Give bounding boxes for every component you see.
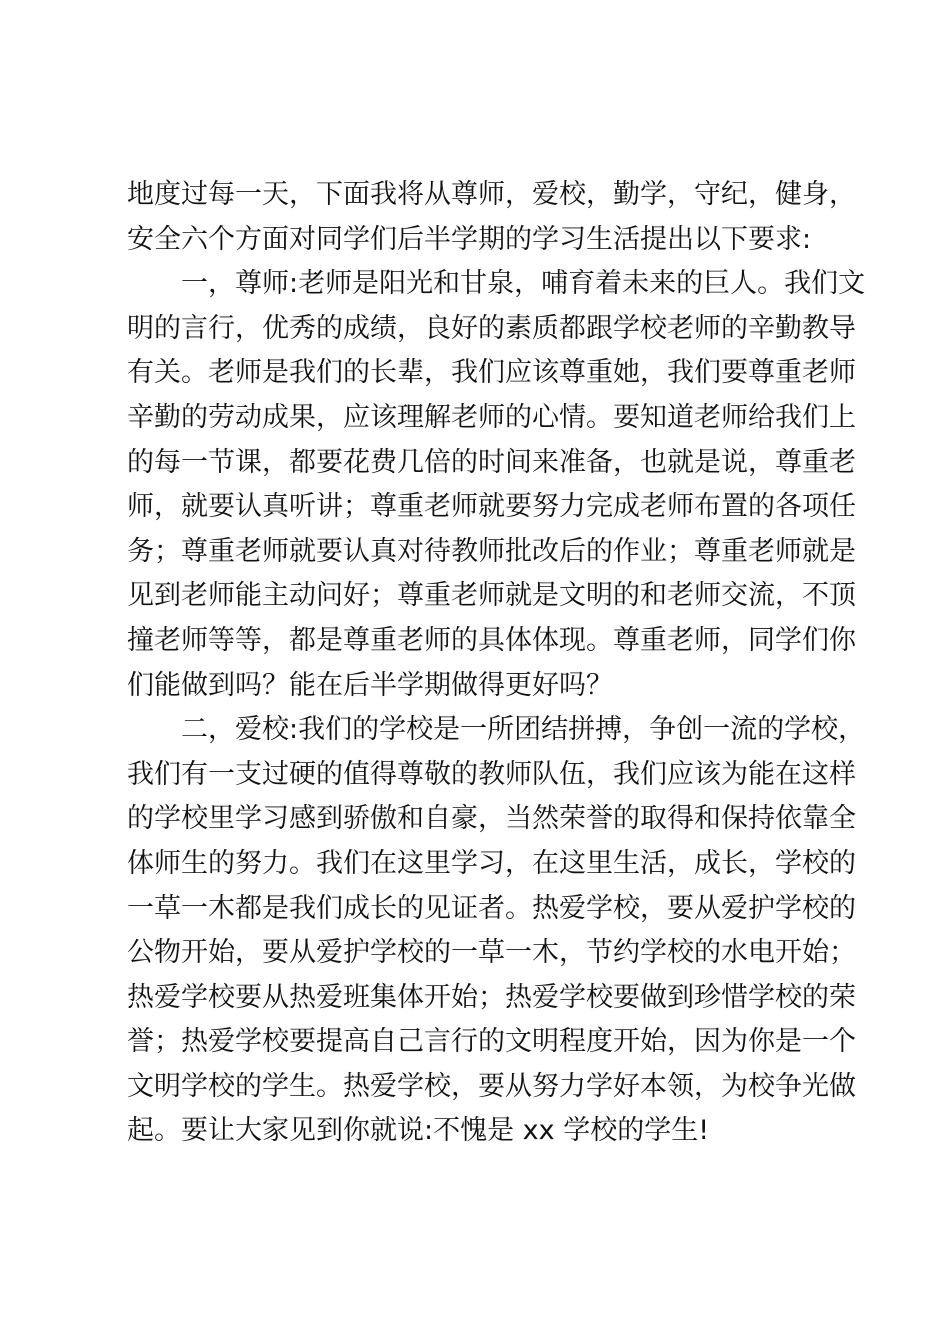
text-line: 热爱学校要从热爱班集体开始；热爱学校要做到珍惜学校的荣 xyxy=(127,981,856,1013)
text-line: 辛勤的劳动成果，应该理解老师的心情。要知道老师给我们上 xyxy=(127,401,856,433)
paragraph-start-line: 二，爱校:我们的学校是一所团结拼搏，争创一流的学校， xyxy=(181,714,866,746)
text-line: 地度过每一天，下面我将从尊师，爱校，勤学，守纪，健身， xyxy=(127,179,856,210)
paragraph-start-line: 一，尊师:老师是阳光和甘泉，哺育着未来的巨人。我们文 xyxy=(181,268,866,300)
text-line: 见到老师能主动问好；尊重老师就是文明的和老师交流，不顶 xyxy=(127,580,856,612)
text-line: 公物开始，要从爱护学校的一草一木，节约学校的水电开始； xyxy=(127,937,856,969)
body-text xyxy=(127,173,866,1154)
text-line: 师，就要认真听讲；尊重老师就要努力完成老师布置的各项任 xyxy=(127,491,856,523)
text-line: 誉；热爱学校要提高自己言行的文明程度开始，因为你是一个 xyxy=(127,1026,856,1058)
text-line: 的每一节课，都要花费几倍的时间来准备，也就是说，尊重老 xyxy=(127,446,856,478)
text-line: 起。要让大家见到你就说:不愧是 xx 学校的学生! xyxy=(127,1115,710,1147)
text-line: 安全六个方面对同学们后半学期的学习生活提出以下要求: xyxy=(127,223,812,255)
text-line: 撞老师等等，都是尊重老师的具体体现。尊重老师，同学们你 xyxy=(127,624,856,656)
text-line: 的学校里学习感到骄傲和自豪，当然荣誉的取得和保持依靠全 xyxy=(127,803,856,835)
text-line: 务；尊重老师就要认真对待教师批改后的作业；尊重老师就是 xyxy=(127,535,856,567)
text-line: 一草一木都是我们成长的见证者。热爱学校，要从爱护学校的 xyxy=(127,892,856,924)
text-line: 体师生的努力。我们在这里学习，在这里生活，成长，学校的 xyxy=(127,847,856,879)
text-line: 有关。老师是我们的长辈，我们应该尊重她，我们要尊重老师 xyxy=(127,357,856,389)
text-line: 我们有一支过硬的值得尊敬的教师队伍，我们应该为能在这样 xyxy=(127,758,856,790)
text-line: 明的言行，优秀的成绩，良好的素质都跟学校老师的辛勤教导 xyxy=(127,312,856,344)
text-line: 文明学校的学生。热爱学校，要从努力学好本领，为校争光做 xyxy=(127,1070,856,1102)
text-line: 们能做到吗？能在后半学期做得更好吗？ xyxy=(127,669,613,701)
